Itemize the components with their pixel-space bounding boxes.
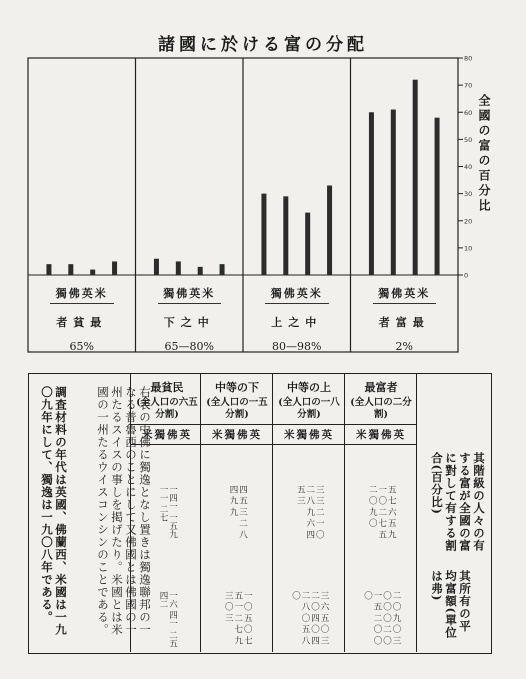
average-wealth-values: 一 〇 五 〇 七 五 一 二 七 九 三 〇 三 [223,591,253,645]
source-note: 調査材料の年代は英國、佛蘭西、米國は一九〇九年にして、獨逸は一九〇八年である。 [40,386,68,636]
class-label: 者貧最 [56,316,108,329]
column-subheading: (全人口の六五分割) [136,397,198,420]
bar [283,196,288,275]
y-tick-label: 0 [464,271,469,280]
country-order: 米獨佛英 [201,424,273,445]
bar [305,213,310,275]
bar [261,194,266,275]
row-label-top: 其階級の人々の有する富が全國の富に對して有する割合(百分比) [430,452,486,552]
group-label [351,285,459,353]
bar [90,270,95,275]
population-share-label: 65% [69,340,94,353]
share-values: 三 三 二 一 〇 二 八 九 六 四 五 三 [295,485,325,539]
column-subheading: (全人口の一八分割) [278,397,340,420]
population-share-label: 2% [395,340,413,353]
share-values: 四 五 三 二 八 四 九 九 [228,485,248,539]
y-tick-label: 50 [464,135,473,144]
y-tick-label: 40 [464,163,473,171]
group-label [136,285,244,353]
country-order: 米獨佛英 [273,424,345,445]
column-heading: 最富者 [364,381,398,394]
y-tick-label: 70 [464,81,473,90]
bar [198,267,203,275]
bar [112,261,117,275]
country-order: 米獨佛英 [345,424,417,445]
y-tick-label: 10 [464,244,473,253]
share-values: 一四一 一五九 一一 二七 [158,485,178,539]
column-heading: 最貧民 [150,381,184,394]
y-axis-label: 全國の富の百分比 [477,94,491,214]
bar [391,110,396,275]
bar [435,118,440,275]
bar [413,80,418,275]
bar [176,261,181,275]
table-column [200,373,273,652]
average-wealth-values: 一六 四一 二五 四二 [158,591,178,648]
explanatory-note: 右表の中佛に獨逸となし置きは獨逸聯邦の一なる普魯西のことにして又佛國とは佛國の一州たるスイスの事しを掲げたり。米國とは米國の一州たるウイスコンシンのことである。 [96,386,152,636]
group-label [28,285,136,353]
column-subheading: (全人口の二分割) [350,397,412,420]
y-tick-label: 60 [464,108,473,117]
chart-title: 諸國に於ける富の分配 [158,35,368,55]
population-share-label: 80—98% [272,340,322,353]
bar [154,259,159,275]
y-tick-label: 80 [464,54,473,63]
country-order-label: 獨佛英米 [373,285,437,304]
bar [220,264,225,275]
share-values: 五 七 六 五 九 一 〇 二 七 五 二 〇 九 〇 [367,485,397,539]
table-column [130,373,203,652]
table-column [272,373,345,652]
row-label-bottom: 其所有の平均富額(單位は弗) [430,570,472,639]
average-wealth-values: 二 〇 九 〇 三 〇 〇 〇 二 〇 一 五 二 〇 〇 〇 [362,591,401,645]
class-label: 下之中 [163,316,215,329]
country-order-label: 獨佛英米 [158,285,222,304]
table-column [344,373,417,652]
bar [68,264,73,275]
class-label: 上之中 [271,316,323,329]
country-order-label: 獨佛英米 [50,285,114,304]
bar [369,112,374,275]
group-label [243,285,351,353]
column-heading: 中等の上 [287,381,331,394]
bar [327,185,332,275]
average-wealth-values: 三 六 五 〇 三 二 〇 四 〇 四 二 八 〇 五 八 〇 [290,591,329,645]
y-tick-label: 30 [464,190,473,199]
bar [46,264,51,275]
country-order-label: 獨佛英米 [265,285,329,304]
y-tick-label: 20 [464,217,473,226]
column-heading: 中等の下 [215,381,259,394]
y-axis [458,55,472,280]
row-label-divider [416,373,417,652]
class-label: 者富最 [378,316,430,329]
country-order: 米獨佛英 [131,424,203,445]
population-share-label: 65—80% [164,340,214,353]
column-subheading: (全人口の一五分割) [206,397,268,420]
